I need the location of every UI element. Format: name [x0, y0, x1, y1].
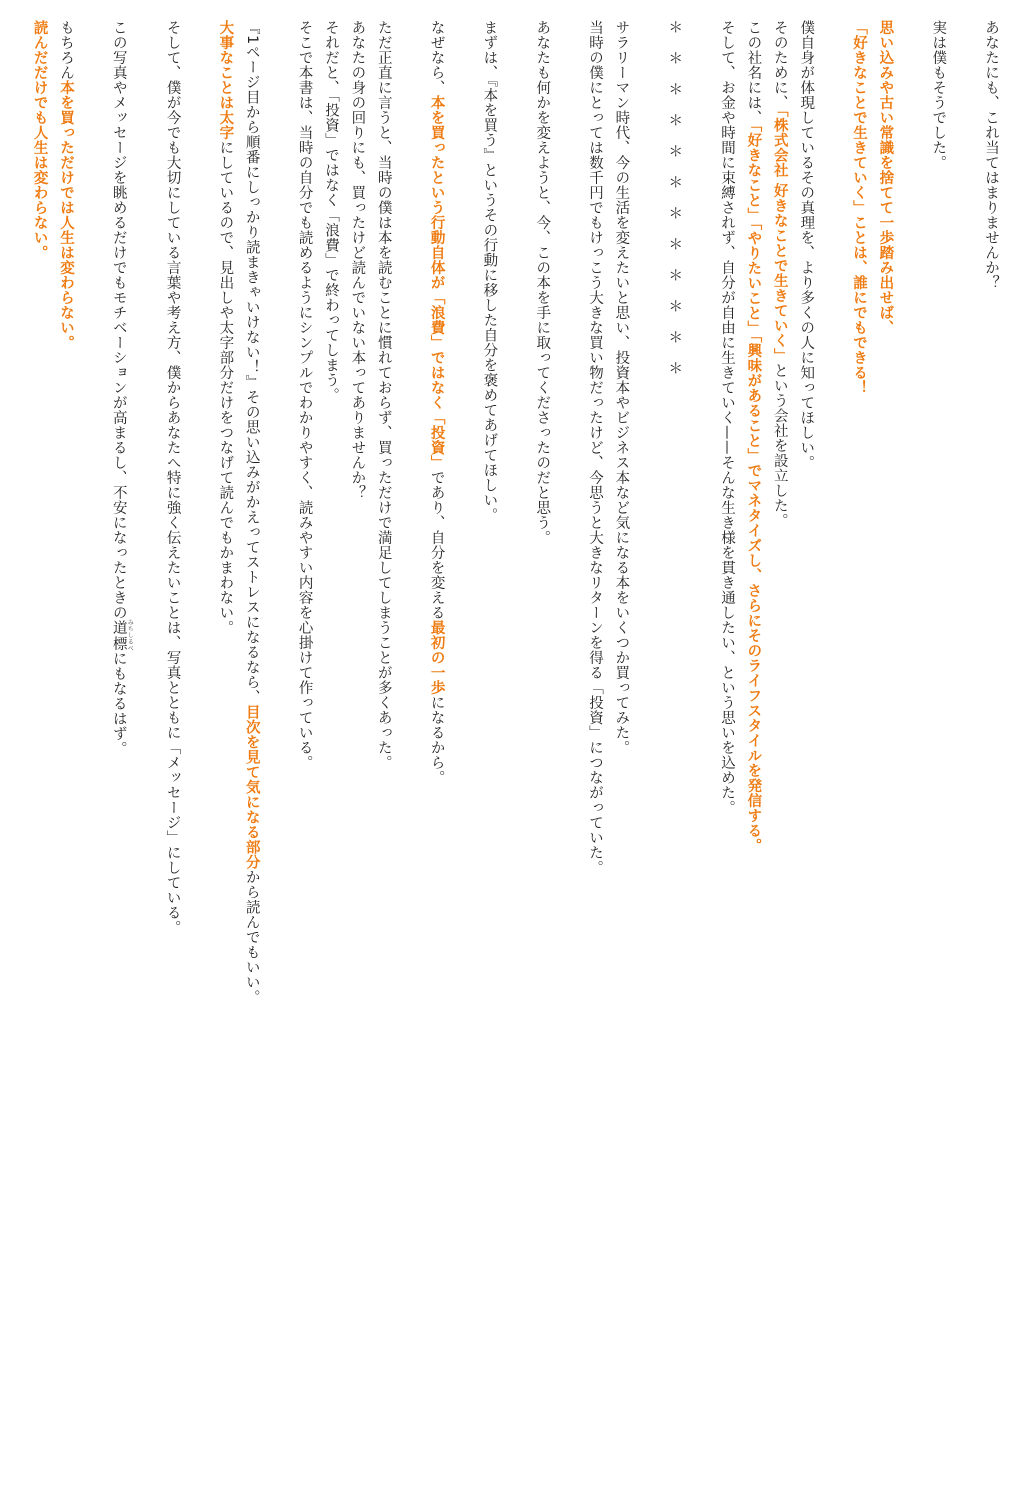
blank-line	[79, 20, 105, 1140]
text-line	[423, 20, 449, 1140]
text-line	[978, 20, 1004, 1140]
blank-line	[634, 20, 660, 1140]
text-line	[793, 20, 819, 1140]
text-segment: この社名には、	[745, 20, 762, 125]
ruby-base: 道標	[110, 619, 127, 652]
text-segment: あなたも何かを変えようと、今、この本を手に取ってくださったのだと思う。	[534, 20, 551, 545]
text-line	[846, 20, 872, 1140]
text-line	[344, 20, 370, 1140]
blank-line	[951, 20, 977, 1140]
blank-line	[397, 20, 423, 1140]
text-line	[238, 20, 264, 1140]
text-line	[766, 20, 792, 1140]
ruby-reading: みちしるべ	[126, 619, 134, 652]
text-line	[608, 20, 634, 1140]
ruby-word	[110, 619, 134, 652]
text-segment: になるから。	[428, 695, 445, 785]
highlighted-text: 大事なことは太字	[217, 20, 234, 140]
text-segment: なぜなら、	[428, 20, 445, 95]
highlighted-text: 「好きなこと」「やりたいこと」「興味があること」でマネタイズし、さらにそのライフスタイルを発信する。	[745, 125, 762, 854]
text-segment: そして、お金や時間に束縛されず、自分が自由に生きていく——そんな生き様を貫き通したい、という思いを込めた。	[718, 20, 735, 815]
blank-line	[687, 20, 713, 1140]
blank-line	[450, 20, 476, 1140]
blank-line	[555, 20, 581, 1140]
text-segment: もちろん	[57, 20, 74, 80]
highlighted-text: 読んだだけでも人生は変わらない。	[31, 20, 48, 260]
text-line	[370, 20, 396, 1140]
blank-line	[265, 20, 291, 1140]
text-segment: そのために、	[771, 20, 788, 110]
highlighted-text: 本を買ったという行動自体が「浪費」ではなく「投資」	[428, 95, 445, 470]
text-segment: まずは、『本を買う』というその行動に移した自分を褒めてあげてほしい。	[481, 20, 498, 523]
text-segment: 僕自身が体現しているその真理を、より多くの人に知ってほしい。	[798, 20, 815, 470]
text-segment: あなたの身の回りにも、買ったけど読んでいない本ってありませんか？	[349, 20, 366, 500]
blank-line	[898, 20, 924, 1140]
text-segment: から読んでもいい。	[243, 869, 260, 1005]
text-segment: 当時の僕にとっては数千円でもけっこう大きな買い物だったけど、今思うと大きなリターンを得る「投資」につながっていた。	[586, 20, 603, 875]
text-segment: 『1ページ目から順番にしっかり読まきゃいけない！』その思い込みがかえってストレスになるなら、	[243, 20, 260, 705]
vertical-text-body	[26, 20, 1004, 1140]
text-line	[212, 20, 238, 1140]
text-line	[26, 20, 52, 1140]
blank-line	[186, 20, 212, 1140]
text-segment: という会社を設立した。	[771, 363, 788, 529]
text-segment: であり、自分を変える	[428, 470, 445, 620]
text-line	[582, 20, 608, 1140]
text-line	[291, 20, 317, 1140]
text-segment: 実は僕もそうでした。	[930, 20, 947, 170]
text-line	[53, 20, 79, 1140]
text-line	[476, 20, 502, 1140]
text-line	[872, 20, 898, 1140]
highlighted-text: 目次を見て気になる部分	[243, 704, 260, 870]
highlighted-text: 「好きなことで生きていく」ことは、誰にでもできる！	[851, 20, 867, 395]
text-segment: そこで本書は、当時の自分でも読めるようにシンプルでわかりやすく、読みやすい内容を心掛けて作っている。	[296, 20, 313, 770]
highlighted-text: 本を買っただけでは人生は変わらない。	[57, 80, 74, 350]
text-line	[925, 20, 951, 1140]
text-segment: ＊＊＊＊＊＊＊＊＊＊＊＊	[666, 20, 683, 392]
text-segment: この写真やメッセージを眺めるだけでもモチベーションが高まるし、不安になったときの	[110, 20, 127, 620]
text-segment: あなたにも、これ当てはまりませんか？	[983, 20, 999, 290]
blank-line	[502, 20, 528, 1140]
blank-line	[819, 20, 845, 1140]
text-line	[714, 20, 740, 1140]
text-line	[529, 20, 555, 1140]
blank-line	[133, 20, 159, 1140]
text-segment: それだと、「投資」ではなく「浪費」で終わってしまう。	[322, 20, 339, 403]
section-divider	[661, 20, 687, 1140]
text-line	[740, 20, 766, 1140]
text-segment: にもなるはず。	[110, 651, 127, 757]
text-line	[105, 20, 132, 1140]
text-segment: にしているので、見出しや太字部分だけをつなげて読んでもかまわない。	[217, 140, 234, 635]
text-segment: サラリーマン時代、今の生活を変えたいと思い、投資本やビジネス本など気になる本をいくつか買ってみた。	[613, 20, 630, 755]
text-segment: そして、僕が今でも大切にしている言葉や考え方、僕からあなたへ特に強く伝えたいことは、写真とともに「メッセージ」にしている。	[164, 20, 181, 935]
highlighted-text: 思い込みや古い常識を捨てて一歩踏み出せば、	[877, 20, 894, 335]
text-line	[318, 20, 344, 1140]
text-line	[159, 20, 185, 1140]
highlighted-text: 「株式会社 好きなことで生きていく」	[771, 110, 788, 364]
highlighted-text: 最初の一歩	[428, 620, 445, 695]
text-segment: ただ正直に言うと、当時の僕は本を読むことに慣れておらず、買っただけで満足してしまうことが多くあった。	[375, 20, 392, 770]
